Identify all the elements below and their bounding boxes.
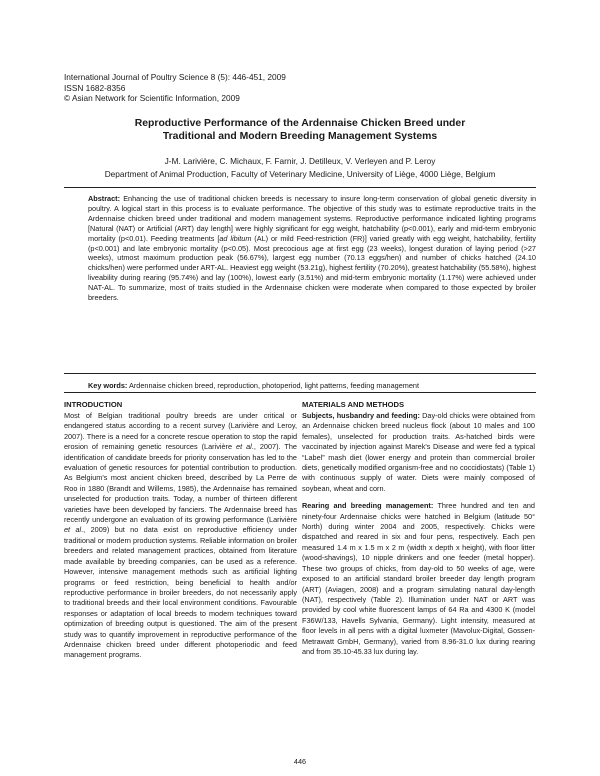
abstract-text-italic: ad libitum — [219, 233, 252, 243]
intro-italic-2: et al — [64, 525, 82, 535]
left-column — [64, 399, 297, 661]
methods-subheading-1: Subjects, husbandry and feeding: — [302, 411, 420, 420]
title-line-1: Reproductive Performance of the Ardennaise Chicken Breed under — [134, 118, 466, 129]
introduction-heading: INTRODUCTION — [64, 400, 123, 409]
paragraph-gap — [302, 494, 535, 501]
journal-copyright: © Asian Network for Scientific Information, 2009 — [64, 93, 240, 104]
methods-paragraph-2 — [302, 501, 535, 657]
intro-text-2: ., 2007). The identification of candidate breeds for priority conservation has led to the evaluation of genetic resources for potential contribution to production. As Belgium's most ancient chicken breed, described by La Perre de Roo in 1880 (Brandt and Willems, 1985), the Ardennaise has remained unselected for production traits. Today, a number of thirteen different varieties have been developed by fanciers. The Ardennaise breed has recently undergone an evaluation of its growing performance (Larivière — [64, 442, 297, 525]
page-number: 446 — [293, 757, 307, 766]
keywords-text: Ardennaise chicken breed, reproduction, photoperiod, light patterns, feeding management — [128, 381, 420, 390]
methods-subheading-2: Rearing and breeding management: — [302, 501, 434, 511]
article-title — [64, 117, 536, 143]
methods-paragraph-1 — [302, 411, 535, 494]
intro-text-1: Most of Belgian traditional poultry breeds are under critical or endangered status according to a recent survey (Larivière and Leroy, 2007). There is a need for a concrete rescue operation to stop the rapid erosion of remaining genetic resources (Larivière — [64, 411, 297, 452]
methods-text-1: Day-old chicks were obtained from an Ardennaise chicken breed nucleus flock (about 10 males and 100 females), unselected for production traits. As-hatched birds were vaccinated by injection against Marek's Disease and were fed a typical “Label” mash diet (lower energy and protein than commercial broiler diets, genetically modified organism-free and no coccidiostats) (Table 1) with continuous supply of water. Diets were mainly composed of soybean, wheat and corn. — [302, 411, 535, 493]
abstract-top-rule — [64, 187, 536, 188]
abstract-text-2: (AL) or mild Feed-restriction (FR)] varied greatly with egg weight, hatchability, fertility (p<0.001) and late embryonic mortality (p<0.05). Most precocious age at first egg (23 weeks), longest duration of laying period (>27 weeks), utmost maximum production peak (56.67%), largest egg number (70.13 eggs/hen) and number of chicks hatched (24.10 chicks/hen) were performed under ART-AL. Heaviest egg weight (53.21g), highest fertility (70.20%), greatest hatchability (55.58%), highest liveability during rearing (95.74%) and lay (100%), lowest early (3.51%) and mid-term embryonic mortality (1.17%) were achieved under NAT-AL. To summarize, most of traits studied in the Ardennaise chicken were moderate when compared to those expected by broiler breeders. — [88, 233, 536, 303]
abstract-label: Abstract: — [88, 194, 121, 203]
intro-text-3: ., 2009) but no data exist on reproductive efficiency under traditional or modern production systems. Reliable information on broiler breeders and related management practices, obtained from literature made available by breeding companies, can be used as a reference. However, intensive management methods such as artificial lighting programs or feed restriction, being beneficial to health and/or reproductive performance in broiler breeders, do not necessarily apply to traditional breeds and their local environment conditions. Favourable responses or adaptation of local breeds to modern techniques toward optimization of breeding output is questioned. The aim of the present study was to quantify improvement in reproductive performance of the Ardennaise chicken breed under different photoperiodic and feed management programs. — [64, 525, 297, 660]
methods-heading: MATERIALS AND METHODS — [302, 400, 405, 409]
journal-citation: International Journal of Poultry Science 8 (5): 446-451, 2009 — [64, 72, 286, 82]
abstract — [88, 194, 536, 303]
keywords-bottom-rule — [64, 392, 536, 393]
methods-text-2: Three hundred and ten and ninety-four Ardennaise chicks were hatched in Belgium (latitude 50° North) during winter 2004 and 2005, respectively. Chicks were dispatched and reared in six and four pens, respectively. Each pen measured 1.4 m x 1.5 m x 2 m (width x depth x height), with floor litter (wood-shavings), 10 nipple drinkers and one feeder (metal hopper). These two groups of chicks, from day-old to 50 weeks of age, were exposed to an artificial standard broiler breeder day length program (ART) (Aviagen, 2008) and a program simulating natural day-length (NAT), respectively (Table 2). Illumination under NAT or ART was provided by cool white fluorescent lamps of 64 Ra and 4300 K (model F36W/133, Havells Sylvania, Germany). Light intensity, measured at floor levels in all pens with a digital luxmeter (Mavolux-Digital, Gossen-Metrawatt GmbH, Germany), varied from 8.96-31.0 lux during rearing and from 35.10-45.33 lux during lay. — [302, 501, 535, 656]
title-line-2: Traditional and Modern Breeding Management Systems — [162, 131, 438, 142]
introduction-paragraph — [64, 411, 297, 661]
journal-issn: ISSN 1682-8356 — [64, 82, 126, 93]
keywords-label: Key words: — [88, 381, 128, 390]
keywords — [88, 381, 536, 391]
authors: J-M. Larivière, C. Michaux, F. Farnir, J. Detilleux, V. Verleyen and P. Leroy — [164, 156, 436, 166]
intro-italic-1: et al — [236, 442, 252, 452]
abstract-bottom-rule — [64, 373, 536, 374]
right-column — [302, 399, 535, 657]
abstract-text-1: Enhancing the use of traditional chicken breeds is necessary to insure long-term conservation of global genetic diversity in poultry. A logical start in this process is to evaluate performance. The objective of this study was to estimate reproductive traits in the Ardennaise chicken breed under traditional and modern management systems. Reproductive performance indicated lighting programs [Natural (NAT) or Artificial (ART) day length] were highly significant for egg weight, hatchability (p<0.001), early and mid-term embryonic mortality (p<0.01). Feeding treatments [ — [88, 194, 537, 243]
affiliation: Department of Animal Production, Faculty of Veterinary Medicine, University of Liège, 4000 Liège, Belgium — [104, 169, 496, 179]
journal-header — [64, 72, 286, 104]
